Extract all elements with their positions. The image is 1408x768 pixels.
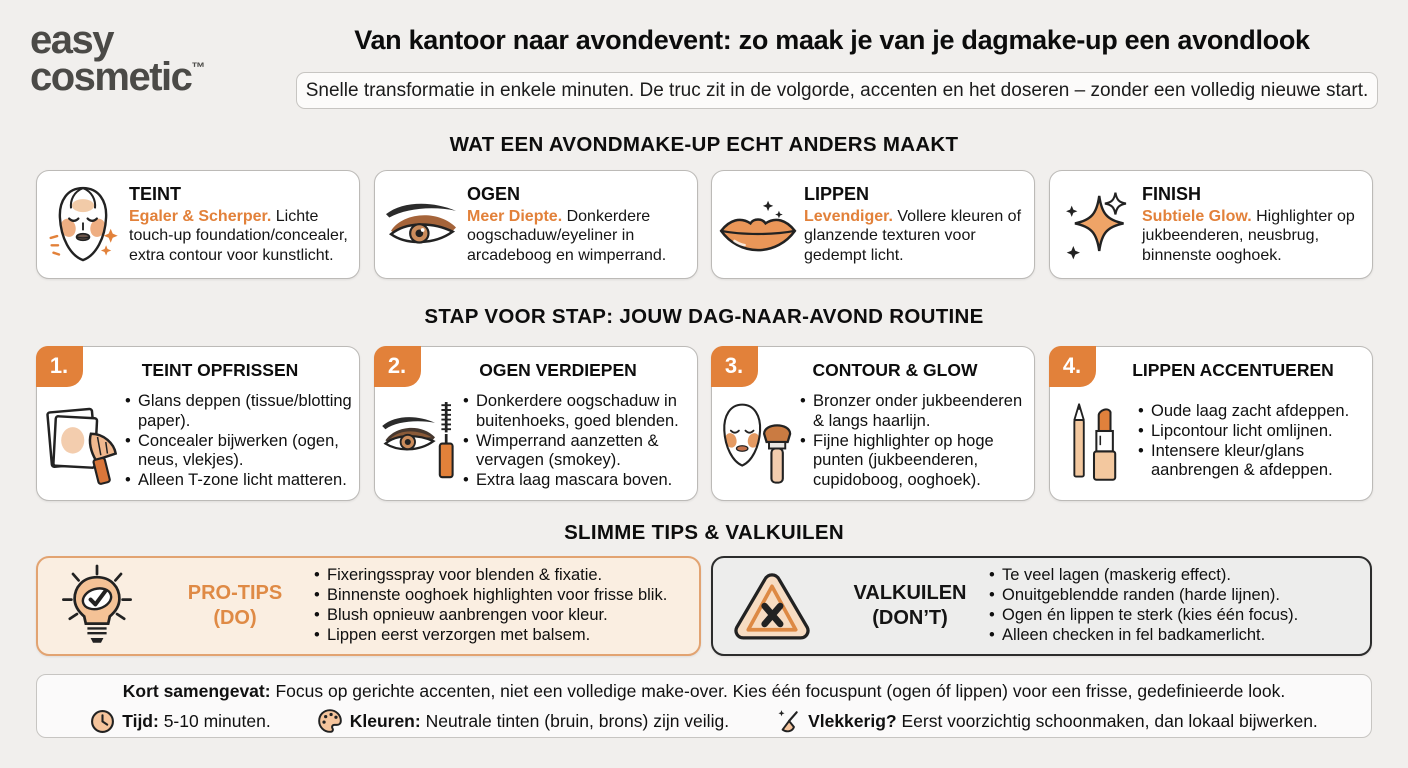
step-card-2 — [374, 346, 698, 501]
pro-tip-bullet: • Lippen eerst verzorgen met balsem. — [314, 626, 693, 646]
feature-title: LIPPEN — [804, 183, 870, 204]
subtitle-text: Snelle transformatie in enkele minuten. De truc zit in de volgorde, accenten en het doseren – zonder een volledig nieuwe start. — [305, 79, 1369, 101]
lips-icon — [712, 194, 804, 256]
step-title: OGEN VERDIEPEN — [479, 360, 637, 380]
summary-item-vlekkerig: Vlekkerig? Eerst voorzichtig schoonmaken, dan lokaal bijwerken. — [775, 708, 1318, 734]
feature-title: OGEN — [467, 183, 521, 204]
feature-card-finish — [1049, 170, 1373, 279]
logo-line2: cosmetic™ — [30, 54, 206, 99]
feature-body: Levendiger. Vollere kleuren of glanzende texturen voor gedempt licht. — [804, 207, 1022, 264]
step-bullet: • Bronzer onder jukbeenderen & langs haarlijn. — [800, 392, 1030, 431]
step-title: TEINT OPFRISSEN — [141, 360, 299, 380]
pro-tips-label: PRO-TIPS (DO) — [187, 582, 283, 629]
step-card-4 — [1049, 346, 1373, 501]
step-bullet: • Concealer bijwerken (ogen, neus, vlekjes). — [125, 432, 355, 471]
step-card-1 — [36, 346, 360, 501]
step-bullet: • Extra laag mascara boven. — [463, 471, 693, 491]
lightbulb-check-icon — [38, 564, 156, 648]
step-bullet-list — [125, 392, 355, 490]
section3-heading: SLIMME TIPS & VALKUILEN — [564, 521, 844, 544]
feature-card-lippen — [711, 170, 1035, 279]
valkuil-bullet: • Ogen én lippen te sterk (kies één focus). — [989, 606, 1364, 626]
step-bullet: • Alleen T-zone licht matteren. — [125, 471, 355, 491]
trademark-symbol: ™ — [191, 58, 206, 75]
logo-line1: easy — [30, 18, 113, 62]
step-bullet-list — [463, 392, 693, 490]
pro-tip-bullet: • Fixeringsspray voor blenden & fixatie. — [314, 566, 693, 586]
step-number-badge: 2. — [374, 346, 421, 387]
feature-body: Subtiele Glow. Highlighter op jukbeenderen, neusbrug, binnenste ooghoek. — [1142, 207, 1355, 264]
feature-title: TEINT — [129, 183, 181, 204]
blotting-paper-brush-icon — [37, 399, 125, 485]
step-bullet: • Fijne highlighter op hoge punten (jukbeenderen, cupidoboog, ooghoek). — [800, 432, 1030, 491]
valkuil-bullet: • Te veel lagen (maskerig effect). — [989, 566, 1364, 586]
step-title: LIPPEN ACCENTUEREN — [1132, 360, 1334, 380]
face-icon — [37, 181, 129, 269]
pro-tip-bullet: • Binnenste ooghoek highlighten voor frisse blik. — [314, 586, 693, 606]
step-bullet: • Glans deppen (tissue/blotting paper). — [125, 392, 355, 431]
feature-body: Meer Diepte. Donkerdere oogschaduw/eyeliner in arcadeboog en wimperrand. — [467, 207, 667, 264]
section2-heading: STAP VOOR STAP: JOUW DAG-NAAR-AVOND ROUTINE — [424, 305, 984, 328]
feature-card-ogen — [374, 170, 698, 279]
step-number-badge: 1. — [36, 346, 83, 387]
summary-item-kleuren: Kleuren: Neutrale tinten (bruin, brons) zijn veilig. — [317, 708, 729, 734]
eye-icon — [375, 197, 467, 253]
step-bullet: • Lipcontour licht omlijnen. — [1138, 422, 1368, 442]
feature-card-teint — [36, 170, 360, 279]
feature-body: Egaler & Scherper. Lichte touch-up foundation/concealer, extra contour voor kunstlicht. — [129, 207, 348, 264]
palette-icon — [317, 708, 343, 734]
pro-tip-bullet: • Blush opnieuw aanbrengen voor kleur. — [314, 606, 693, 626]
page-title: Van kantoor naar avondevent: zo maak je van je dagmake-up een avondlook — [354, 25, 1310, 55]
easycosmetic-logo — [30, 18, 206, 99]
step-bullet: • Wimperrand aanzetten & vervagen (smokey). — [463, 432, 693, 471]
smokey-eye-mascara-icon — [375, 397, 463, 487]
valkuil-bullet: • Onuitgeblendde randen (harde lijnen). — [989, 586, 1364, 606]
valkuilen-label: VALKUILEN (DON’T) — [853, 582, 967, 629]
step-number-badge: 3. — [711, 346, 758, 387]
pro-tips-card — [36, 556, 701, 656]
feature-title: FINISH — [1142, 183, 1202, 204]
step-bullet: • Oude laag zacht afdeppen. — [1138, 402, 1368, 422]
summary-item-tijd: Tijd: 5-10 minuten. — [90, 709, 271, 734]
step-bullet: • Donkerdere oogschaduw in buitenhoeks, goed blenden. — [463, 392, 693, 431]
step-title: CONTOUR & GLOW — [812, 360, 978, 380]
step-card-3 — [711, 346, 1035, 501]
valkuilen-bullet-list — [989, 566, 1370, 646]
step-number-badge: 4. — [1049, 346, 1096, 387]
sparkle-icon — [1050, 185, 1142, 265]
pro-tips-bullet-list — [314, 566, 699, 646]
step-bullet-list — [800, 392, 1030, 490]
step-bullet-list — [1138, 402, 1368, 481]
subtitle-box — [296, 72, 1378, 109]
face-contour-brush-icon — [712, 398, 800, 486]
step-bullet: • Intensere kleur/glans aanbrengen & afdeppen. — [1138, 442, 1368, 481]
summary-lead: Kort samengevat: Focus op gerichte accenten, niet een volledige make-over. Kies één focuspunt (ogen óf lippen) voor een frisse, gedefinieerde look. — [122, 681, 1286, 701]
valkuil-bullet: • Alleen checken in fel badkamerlicht. — [989, 626, 1364, 646]
warning-triangle-icon — [713, 570, 831, 642]
summary-box — [36, 674, 1372, 738]
summary-items — [37, 708, 1371, 734]
valkuilen-card — [711, 556, 1372, 656]
clock-icon — [90, 709, 115, 734]
lipliner-lipstick-icon — [1050, 399, 1138, 485]
broom-icon — [775, 708, 801, 734]
section1-heading: WAT EEN AVONDMAKE-UP ECHT ANDERS MAAKT — [449, 133, 959, 156]
